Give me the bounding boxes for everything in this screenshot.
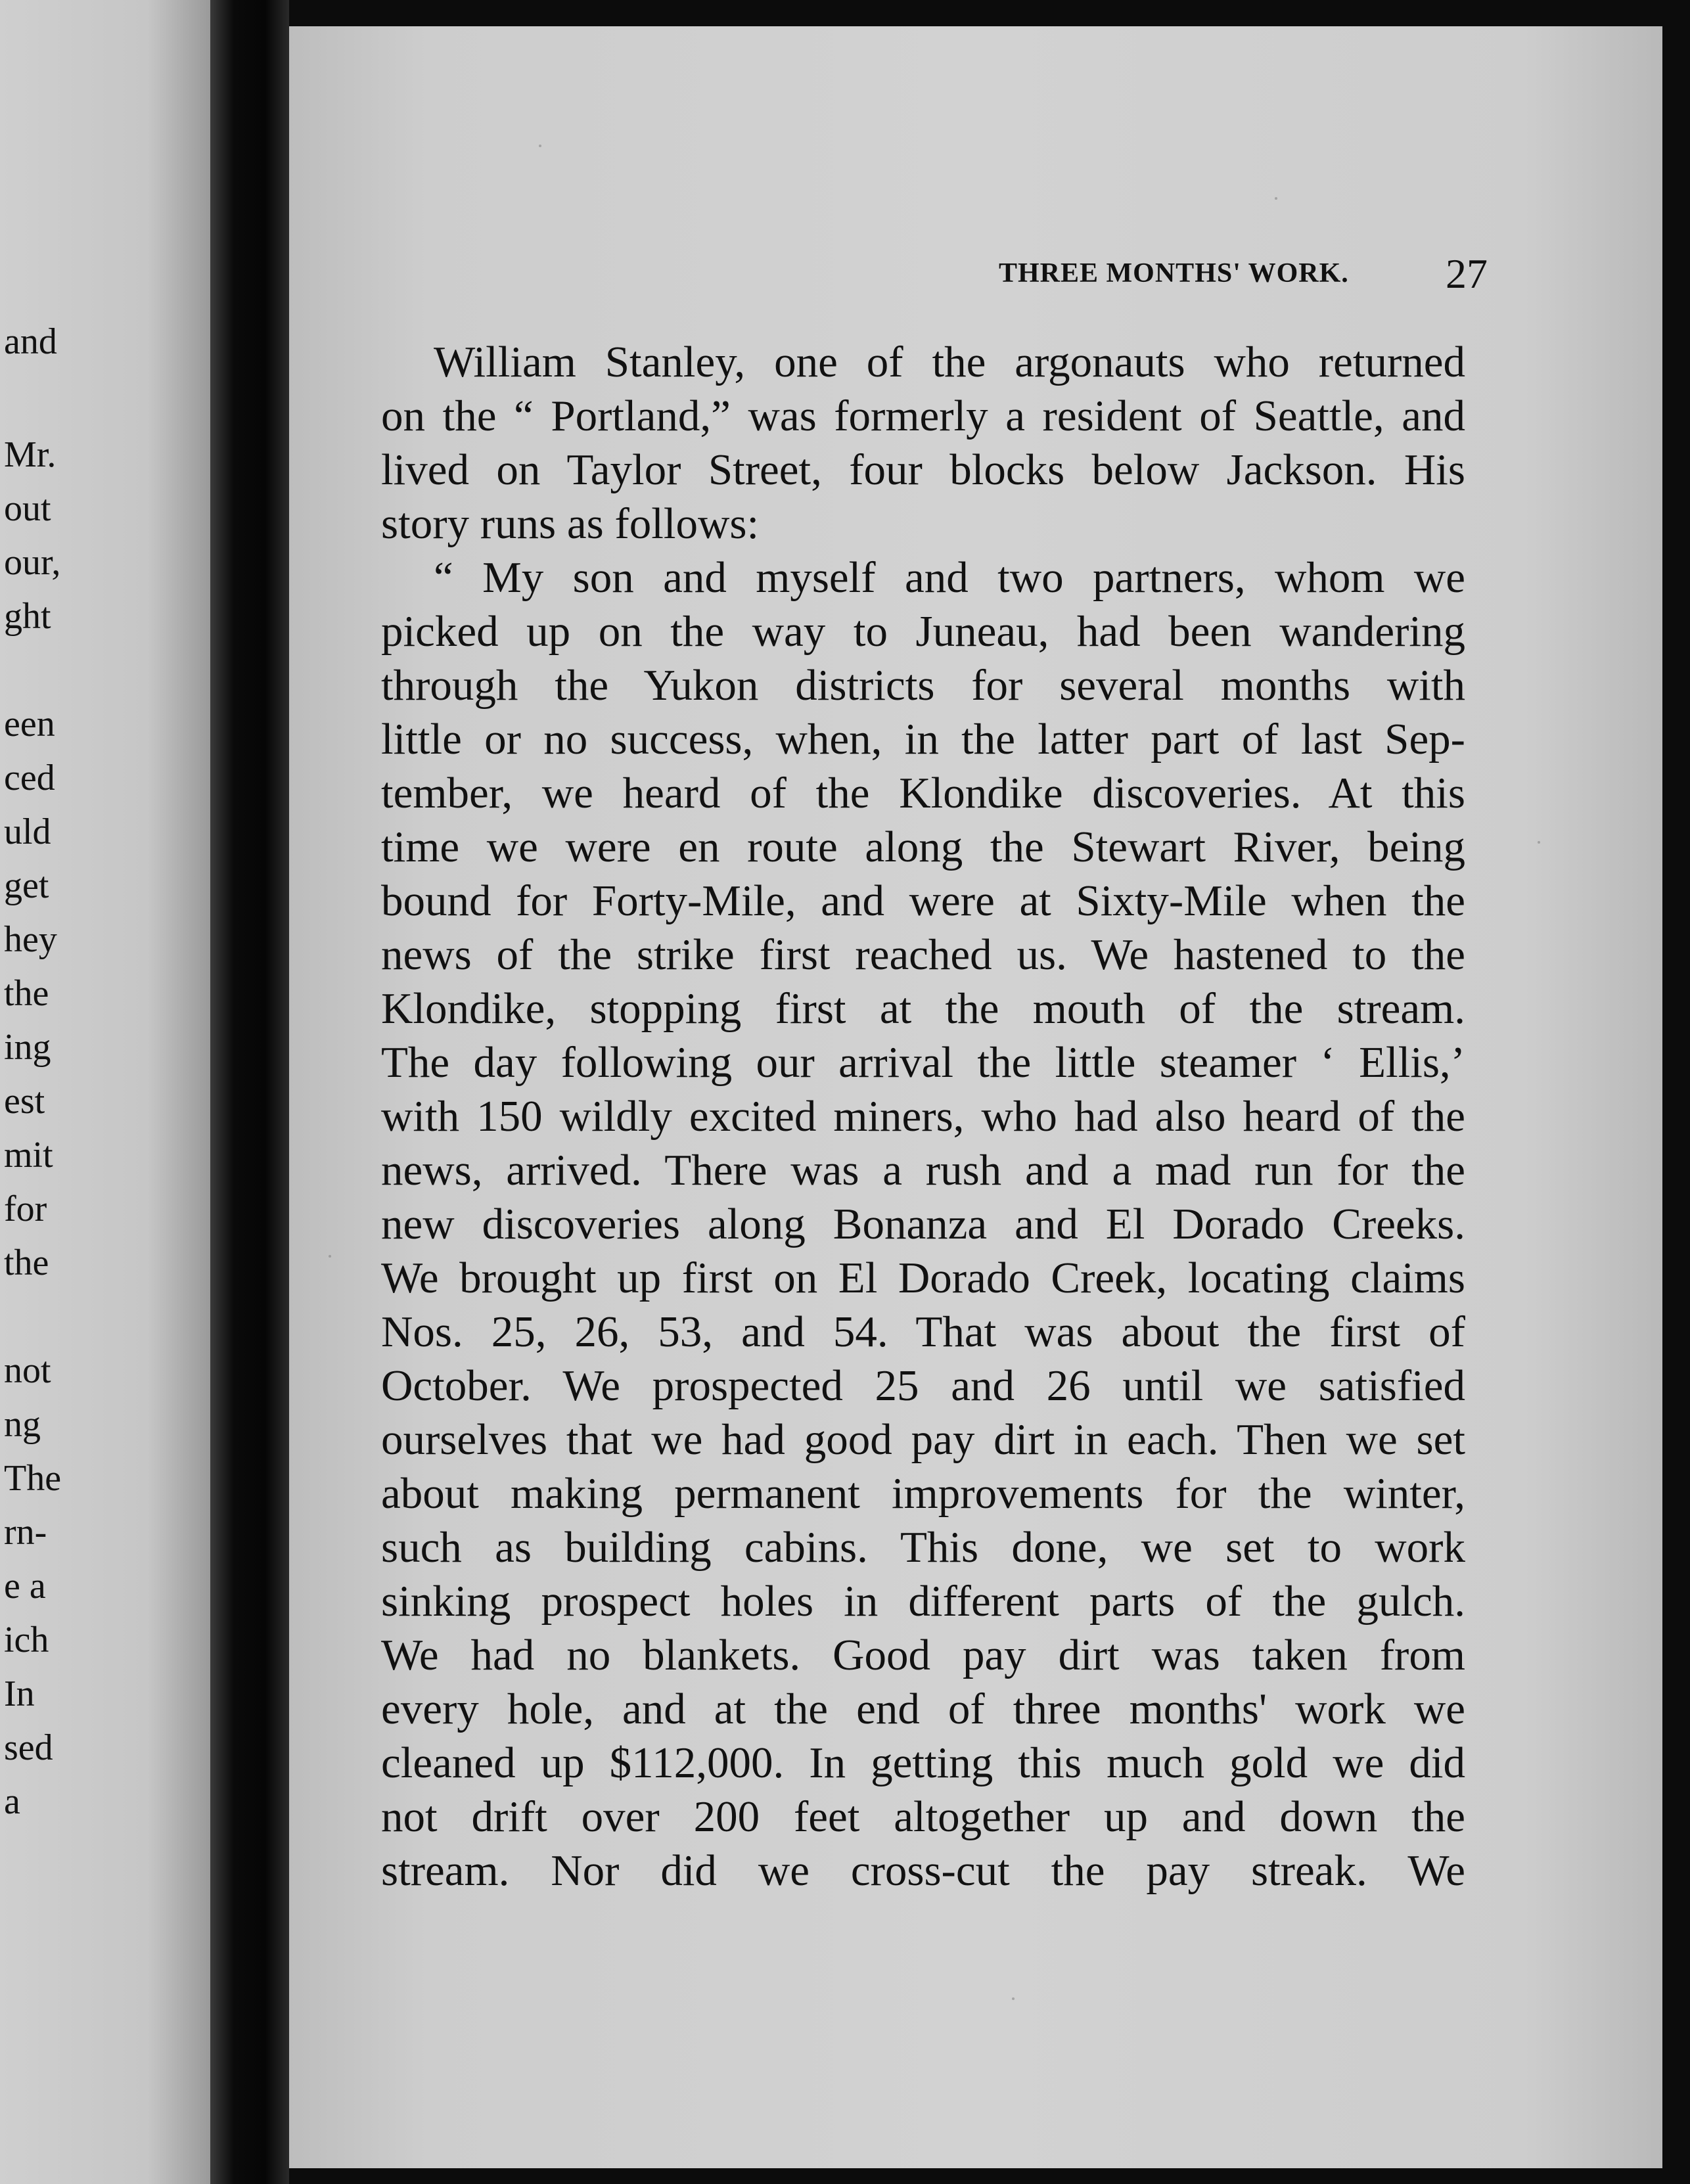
text-line: Klondike, stopping first at the mouth of the stream. <box>381 984 1465 1033</box>
text-line: ourselves that we had good pay dirt in each. Then we set <box>381 1415 1465 1464</box>
left-page-fragment: rn- <box>4 1512 47 1553</box>
text-line: such as building cabins. This done, we set to work <box>381 1523 1465 1572</box>
left-page-fragment: e a <box>4 1566 46 1606</box>
left-page-fragment: and <box>4 321 57 362</box>
left-page-fragment: een <box>4 704 55 744</box>
paper-speck <box>329 1255 331 1258</box>
text-line: We had no blankets. Good pay dirt was taken from <box>381 1631 1465 1679</box>
text-line: stream. Nor did we cross-cut the pay streak. We <box>381 1846 1465 1895</box>
left-page-fragment: hey <box>4 919 57 960</box>
text-line: bound for Forty-Mile, and were at Sixty-Mile when the <box>381 876 1465 925</box>
text-line: time we were en route along the Stewart River, being <box>381 823 1465 871</box>
text-line: lived on Taylor Street, four blocks below Jackson. His <box>381 445 1465 494</box>
text-line: news of the strike first reached us. We hastened to the <box>381 930 1465 979</box>
left-facing-page <box>0 0 210 2184</box>
page-number: 27 <box>1446 250 1488 297</box>
left-page-fragment: In <box>4 1673 35 1714</box>
text-line: new discoveries along Bonanza and El Dorado Creeks. <box>381 1200 1465 1248</box>
text-line: tember, we heard of the Klondike discoveries. At this <box>381 769 1465 817</box>
text-line: “ My son and myself and two partners, whom we <box>434 553 1465 602</box>
left-page-fragment: the <box>4 1242 49 1283</box>
text-line: about making permanent improvements for the winter, <box>381 1469 1465 1518</box>
left-page-fragment: ght <box>4 596 51 637</box>
text-line: picked up on the way to Juneau, had been wandering <box>381 607 1465 656</box>
paper-speck <box>1275 197 1277 200</box>
right-page <box>289 26 1662 2168</box>
page-header <box>289 250 1662 302</box>
text-line: We brought up first on El Dorado Creek, locating claims <box>381 1254 1465 1302</box>
paper-speck <box>1012 1997 1015 2000</box>
left-page-fragment: Mr. <box>4 434 57 475</box>
text-line: story runs as follows: <box>381 499 760 548</box>
text-line: cleaned up $112,000. In getting this much gold we did <box>381 1739 1465 1787</box>
text-line: with 150 wildly excited miners, who had also heard of the <box>381 1092 1465 1141</box>
left-page-fragment: get <box>4 865 49 906</box>
text-line: October. We prospected 25 and 26 until we satisfied <box>381 1361 1465 1410</box>
text-line: on the “ Portland,” was formerly a resident of Seattle, and <box>381 392 1465 440</box>
left-page-fragment: est <box>4 1081 45 1122</box>
left-page-fragment: our, <box>4 542 61 583</box>
left-page-fragment: ing <box>4 1027 51 1068</box>
text-line: every hole, and at the end of three months' work we <box>381 1685 1465 1733</box>
left-page-fragment: uld <box>4 811 51 852</box>
left-page-fragment: sed <box>4 1727 53 1768</box>
text-line: William Stanley, one of the argonauts who returned <box>434 338 1465 386</box>
text-line: The day following our arrival the little steamer ‘ Ellis,’ <box>381 1038 1465 1087</box>
text-line: Nos. 25, 26, 53, and 54. That was about the first of <box>381 1308 1465 1356</box>
left-page-fragment: for <box>4 1189 47 1229</box>
left-page-fragment: not <box>4 1350 51 1391</box>
left-page-fragment: mit <box>4 1135 53 1175</box>
text-line: sinking prospect holes in different parts of the gulch. <box>381 1577 1465 1626</box>
body-text <box>381 335 1465 1898</box>
text-line: little or no success, when, in the latter part of last Sep- <box>381 715 1465 763</box>
book-gutter <box>210 0 289 2184</box>
left-page-fragment: a <box>4 1781 20 1822</box>
left-page-fragment: the <box>4 973 49 1014</box>
left-page-fragment: ich <box>4 1620 49 1660</box>
left-page-fragment: The <box>4 1458 62 1499</box>
left-page-fragment: ced <box>4 758 55 798</box>
paper-speck <box>539 145 541 147</box>
text-line: through the Yukon districts for several months with <box>381 661 1465 710</box>
running-head: THREE MONTHS' WORK. <box>999 258 1349 288</box>
text-line: news, arrived. There was a rush and a mad run for the <box>381 1146 1465 1194</box>
text-line: not drift over 200 feet altogether up and down the <box>381 1792 1465 1841</box>
left-page-fragment: ng <box>4 1404 41 1445</box>
left-page-fragment: out <box>4 488 51 529</box>
paper-speck <box>1538 841 1540 844</box>
